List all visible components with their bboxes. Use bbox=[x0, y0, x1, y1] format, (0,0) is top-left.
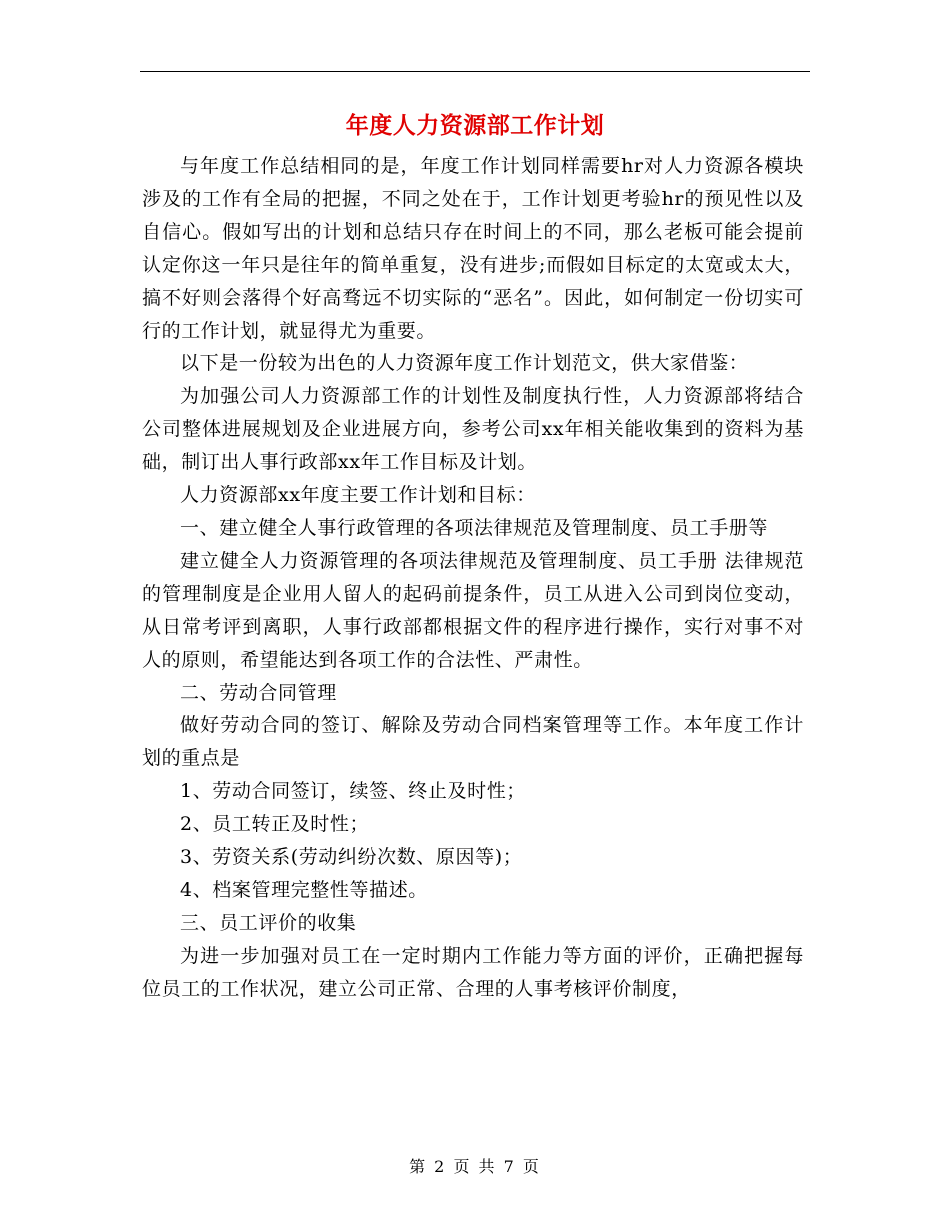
page-footer: 第 2 页 共 7 页 bbox=[409, 1157, 541, 1176]
section-heading: 二、劳动合同管理 bbox=[180, 681, 337, 704]
header-rule bbox=[140, 71, 810, 72]
document-title: 年度人力资源部工作计划 bbox=[345, 112, 605, 139]
paragraph: 人力资源部xx年度主要工作计划和目标： bbox=[180, 484, 536, 507]
paragraph: 以下是一份较为出色的人力资源年度工作计划范文，供大家借鉴： bbox=[180, 352, 749, 375]
list-item: 2、员工转正及时性； bbox=[180, 813, 370, 836]
section-heading: 三、员工评价的收集 bbox=[180, 911, 357, 934]
document-body bbox=[142, 150, 804, 1006]
list-item: 4、档案管理完整性等描述。 bbox=[180, 878, 428, 901]
paragraph: 建立健全人力资源管理的各项法律规范及管理制度、员工手册 法律规范的管理制度是企业用人留人的起码前提条件，员工从进入公司到岗位变动，从日常考评到离职，人事行政部都根据文件的程序进行操作，实行对事不对人的原则，希望能达到各项工作的合法性、严肃性。 bbox=[142, 549, 804, 671]
paragraph: 为加强公司人力资源部工作的计划性及制度执行性，人力资源部将结合公司整体进展规划及企业进展方向，参考公司xx年相关能收集到的资料为基础，制订出人事行政部xx年工作目标及计划。 bbox=[142, 385, 804, 474]
list-item: 1、劳动合同签订，续签、终止及时性； bbox=[180, 780, 526, 803]
paragraph: 为进一步加强对员工在一定时期内工作能力等方面的评价，正确把握每位员工的工作状况，建立公司正常、合理的人事考核评价制度， bbox=[142, 944, 804, 1000]
list-item: 3、劳资关系(劳动纠纷次数、原因等)； bbox=[180, 846, 523, 869]
paragraph: 做好劳动合同的签订、解除及劳动合同档案管理等工作。本年度工作计划的重点是 bbox=[142, 714, 804, 770]
paragraph: 与年度工作总结相同的是，年度工作计划同样需要hr对人力资源各模块涉及的工作有全局的把握，不同之处在于，工作计划更考验hr的预见性以及自信心。假如写出的计划和总结只存在时间上的不同，那么老板可能会提前认定你这一年只是往年的简单重复，没有进步;而假如目标定的太宽或太大，搞不好则会落得个好高骛远不切实际的“恶名”。因此，如何制定一份切实可行的工作计划，就显得尤为重要。 bbox=[142, 155, 804, 342]
section-heading: 一、建立健全人事行政管理的各项法律规范及管理制度、员工手册等 bbox=[180, 516, 769, 539]
